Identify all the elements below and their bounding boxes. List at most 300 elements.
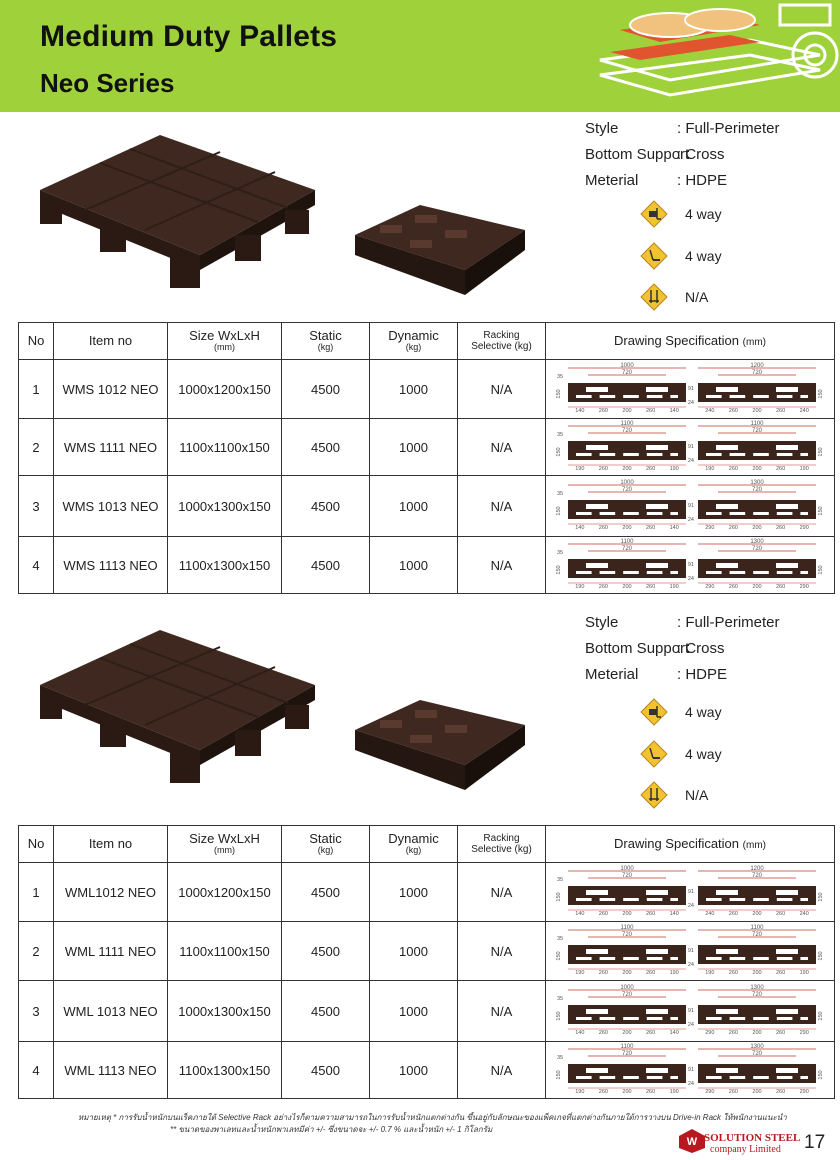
dim-width-label: 1100 bbox=[620, 925, 634, 931]
pallet-foot bbox=[808, 898, 816, 901]
svg-text:W: W bbox=[686, 1136, 698, 1148]
dim-t1-label: 35 bbox=[556, 936, 564, 942]
pallet-opening bbox=[716, 949, 738, 954]
dim-width-label: 1300 bbox=[750, 539, 764, 545]
cell-item: WMS 1111 NEO bbox=[54, 419, 168, 476]
dim-seg-label: 290 bbox=[799, 1089, 809, 1095]
col-header-racking-sub: Selective (kg) bbox=[471, 844, 532, 855]
dim-seg-label: 190 bbox=[669, 1089, 679, 1095]
pallet-opening bbox=[776, 1068, 798, 1073]
pallet-foot bbox=[698, 898, 706, 901]
pallet-foot bbox=[662, 512, 670, 515]
cell-static: 4500 bbox=[282, 476, 370, 537]
dim-seg-label: 260 bbox=[646, 1030, 656, 1036]
dim-inner-label: 720 bbox=[751, 992, 763, 998]
dim-inner-label: 720 bbox=[621, 873, 633, 879]
cell-no: 1 bbox=[19, 360, 54, 419]
dim-h-label: 150 bbox=[556, 447, 562, 457]
dim-seg-label: 140 bbox=[575, 1030, 585, 1036]
pallet-foot bbox=[745, 957, 753, 960]
dim-seg-label: 260 bbox=[728, 466, 738, 472]
cell-dynamic: 1000 bbox=[370, 476, 458, 537]
pallet-foot bbox=[639, 1017, 647, 1020]
dim-h-label: 150 bbox=[818, 1070, 824, 1080]
cell-no: 2 bbox=[19, 922, 54, 981]
cell-racking: N/A bbox=[458, 863, 546, 922]
pallet-base bbox=[698, 901, 816, 905]
pallet-base bbox=[698, 515, 816, 519]
drawing-spec bbox=[546, 924, 835, 978]
dim-seg-label: 290 bbox=[705, 525, 715, 531]
pallet-foot bbox=[745, 1017, 753, 1020]
spec-key: Style bbox=[585, 120, 619, 137]
dim-seg-label: 260 bbox=[598, 911, 608, 917]
dim-h-label: 150 bbox=[556, 506, 562, 516]
pallet-foot bbox=[722, 395, 730, 398]
pallet-opening bbox=[716, 445, 738, 450]
cell-no: 2 bbox=[19, 419, 54, 476]
dim-seg-label: 260 bbox=[728, 408, 738, 414]
pallet-foot bbox=[808, 1017, 816, 1020]
dim-seg-label: 240 bbox=[705, 911, 715, 917]
drawing-spec bbox=[546, 865, 835, 919]
dim-t1-label: 35 bbox=[556, 374, 564, 380]
dim-h-label: 150 bbox=[818, 1011, 824, 1021]
pallet-deck bbox=[568, 886, 686, 898]
pallet-opening bbox=[586, 1068, 608, 1073]
cell-size: 1000x1200x150 bbox=[168, 863, 282, 922]
col-header-racking-label: Racking bbox=[483, 833, 520, 844]
dim-seg-label: 260 bbox=[646, 525, 656, 531]
pallet-opening bbox=[586, 1009, 608, 1014]
cell-racking: N/A bbox=[458, 537, 546, 594]
dim-seg-label: 290 bbox=[705, 584, 715, 590]
dim-seg-label: 260 bbox=[646, 584, 656, 590]
dim-h-label: 150 bbox=[818, 892, 824, 902]
dim-inner-label: 720 bbox=[751, 428, 763, 434]
pallet-foot bbox=[568, 395, 576, 398]
dim-t3-label: 91 bbox=[687, 562, 694, 568]
dim-seg-label: 200 bbox=[622, 584, 632, 590]
pallet-foot bbox=[639, 957, 647, 960]
pallet-foot bbox=[639, 1076, 647, 1079]
cell-drawing bbox=[546, 476, 835, 537]
dim-seg-label: 140 bbox=[575, 911, 585, 917]
dim-seg-label: 260 bbox=[646, 970, 656, 976]
cell-static: 4500 bbox=[282, 360, 370, 419]
dim-width-label: 1300 bbox=[750, 480, 764, 486]
dim-seg-label: 260 bbox=[646, 911, 656, 917]
dim-inner-label: 720 bbox=[621, 428, 633, 434]
dim-seg-label: 240 bbox=[705, 408, 715, 414]
pallet-opening bbox=[586, 949, 608, 954]
dim-seg-label: 200 bbox=[752, 408, 762, 414]
dim-t3-label: 91 bbox=[687, 1008, 694, 1014]
pallet-foot bbox=[722, 512, 730, 515]
dim-seg-label: 190 bbox=[799, 466, 809, 472]
pallet-foot bbox=[639, 512, 647, 515]
pallet-foot bbox=[639, 453, 647, 456]
dim-h-label: 150 bbox=[818, 565, 824, 575]
cell-static: 4500 bbox=[282, 1042, 370, 1099]
dim-t2-label: 24 bbox=[687, 903, 694, 909]
pallet-foot bbox=[678, 395, 686, 398]
page-number: 17 bbox=[804, 1132, 826, 1153]
pallet-foot bbox=[792, 1076, 800, 1079]
cell-no: 4 bbox=[19, 537, 54, 594]
dim-seg-label: 190 bbox=[575, 466, 585, 472]
pallet-foot bbox=[662, 395, 670, 398]
pallet-foot bbox=[592, 453, 600, 456]
dim-t1-label: 35 bbox=[556, 1055, 564, 1061]
cell-dynamic: 1000 bbox=[370, 863, 458, 922]
dim-seg-label: 200 bbox=[752, 584, 762, 590]
dim-seg-label: 200 bbox=[622, 970, 632, 976]
pallet-foot bbox=[662, 453, 670, 456]
cell-size: 1000x1300x150 bbox=[168, 981, 282, 1042]
dim-width-label: 1000 bbox=[620, 866, 634, 872]
dim-seg-label: 140 bbox=[575, 525, 585, 531]
drawing-spec bbox=[546, 420, 835, 474]
pallet-foot bbox=[592, 1076, 600, 1079]
dim-seg-label: 190 bbox=[705, 466, 715, 472]
col-header-dynamic-label: Dynamic bbox=[388, 830, 439, 846]
pallet-foot bbox=[568, 957, 576, 960]
dim-seg-label: 200 bbox=[622, 408, 632, 414]
pallet-foot bbox=[792, 1017, 800, 1020]
col-header-static-label: Static bbox=[309, 327, 342, 343]
cell-item: WML 1113 NEO bbox=[54, 1042, 168, 1099]
dim-h-label: 150 bbox=[556, 892, 562, 902]
usage-label: 4 way bbox=[685, 248, 722, 264]
cell-racking: N/A bbox=[458, 922, 546, 981]
col-header-size-label: Size WxLxH bbox=[189, 327, 260, 343]
forklift-icon bbox=[640, 200, 668, 228]
dim-width-label: 1000 bbox=[620, 480, 634, 486]
dim-inner-label: 720 bbox=[621, 932, 633, 938]
dim-seg-label: 260 bbox=[598, 408, 608, 414]
dim-seg-label: 260 bbox=[728, 911, 738, 917]
cell-dynamic: 1000 bbox=[370, 537, 458, 594]
pallet-foot bbox=[792, 898, 800, 901]
col-header-size bbox=[168, 323, 282, 360]
logo-mark-icon bbox=[678, 1128, 706, 1154]
pallet-photo-small bbox=[350, 200, 530, 310]
dim-width-label: 1100 bbox=[750, 421, 764, 427]
pallet-foot bbox=[678, 453, 686, 456]
pallet-foot bbox=[615, 957, 623, 960]
col-header-racking bbox=[458, 826, 546, 863]
pallet-foot bbox=[592, 1017, 600, 1020]
dim-seg-label: 140 bbox=[669, 408, 679, 414]
pallet-deck bbox=[698, 500, 816, 512]
pallet-foot bbox=[698, 571, 706, 574]
cell-dynamic: 1000 bbox=[370, 981, 458, 1042]
pallet-foot bbox=[615, 453, 623, 456]
pallet-opening bbox=[776, 445, 798, 450]
dim-seg-label: 200 bbox=[752, 970, 762, 976]
dim-seg-label: 190 bbox=[575, 584, 585, 590]
pallet-foot bbox=[568, 453, 576, 456]
dim-seg-label: 260 bbox=[598, 970, 608, 976]
dim-h-label: 150 bbox=[556, 1070, 562, 1080]
dim-width-label: 1200 bbox=[750, 866, 764, 872]
col-header-static-unit: (kg) bbox=[317, 845, 334, 856]
usage-label: 4 way bbox=[685, 206, 722, 222]
pallet-base bbox=[568, 398, 686, 402]
col-header-static-label: Static bbox=[309, 830, 342, 846]
pallet-foot bbox=[615, 395, 623, 398]
pallet-foot bbox=[662, 1076, 670, 1079]
page-subtitle: Neo Series bbox=[40, 68, 175, 98]
dim-seg-label: 290 bbox=[705, 1089, 715, 1095]
dim-h-label: 150 bbox=[818, 447, 824, 457]
dim-t1-label: 35 bbox=[556, 432, 564, 438]
col-header-dynamic bbox=[370, 826, 458, 863]
pallet-base bbox=[698, 960, 816, 964]
pallet-illustration bbox=[580, 0, 840, 112]
dim-seg-label: 290 bbox=[799, 1030, 809, 1036]
pallet-base bbox=[568, 515, 686, 519]
pallet-opening bbox=[586, 890, 608, 895]
cell-dynamic: 1000 bbox=[370, 419, 458, 476]
dim-seg-label: 260 bbox=[646, 408, 656, 414]
spec-key: Bottom Support bbox=[585, 146, 690, 163]
pallet-foot bbox=[769, 453, 777, 456]
cell-dynamic: 1000 bbox=[370, 922, 458, 981]
drawing-spec bbox=[546, 362, 835, 416]
col-header-dynamic bbox=[370, 323, 458, 360]
dim-seg-label: 260 bbox=[776, 1089, 786, 1095]
dim-seg-label: 290 bbox=[799, 525, 809, 531]
dim-seg-label: 190 bbox=[669, 584, 679, 590]
dim-t1-label: 35 bbox=[556, 877, 564, 883]
pallet-opening bbox=[586, 445, 608, 450]
dim-seg-label: 190 bbox=[799, 970, 809, 976]
dim-t2-label: 24 bbox=[687, 517, 694, 523]
cell-item: WML 1013 NEO bbox=[54, 981, 168, 1042]
spec-value: : HDPE bbox=[677, 666, 728, 683]
cell-static: 4500 bbox=[282, 419, 370, 476]
pallet-base bbox=[568, 456, 686, 460]
dim-seg-label: 240 bbox=[799, 408, 809, 414]
pallet-foot bbox=[808, 512, 816, 515]
table-row bbox=[19, 1042, 835, 1099]
pallet-opening bbox=[716, 890, 738, 895]
dim-t1-label: 35 bbox=[556, 996, 564, 1002]
dim-seg-label: 200 bbox=[622, 1089, 632, 1095]
pallet-opening bbox=[646, 445, 668, 450]
pallet-opening bbox=[776, 949, 798, 954]
pallet-opening bbox=[586, 504, 608, 509]
pallet-deck bbox=[568, 559, 686, 571]
pallet-foot bbox=[745, 395, 753, 398]
pallet-opening bbox=[776, 504, 798, 509]
dim-t2-label: 24 bbox=[687, 962, 694, 968]
dim-seg-label: 260 bbox=[776, 1030, 786, 1036]
pallet-foot bbox=[769, 395, 777, 398]
pallet-foot bbox=[662, 957, 670, 960]
dim-seg-label: 190 bbox=[669, 466, 679, 472]
cell-size: 1100x1300x150 bbox=[168, 1042, 282, 1099]
logo-name: SOLUTION STEEL bbox=[704, 1132, 801, 1144]
dim-t3-label: 91 bbox=[687, 386, 694, 392]
dim-seg-label: 260 bbox=[776, 911, 786, 917]
pallet-foot bbox=[662, 571, 670, 574]
pallet-foot bbox=[592, 957, 600, 960]
dim-seg-label: 260 bbox=[598, 525, 608, 531]
pallet-foot bbox=[678, 512, 686, 515]
dim-t2-label: 24 bbox=[687, 1081, 694, 1087]
table-header-row bbox=[19, 826, 835, 863]
pallet-deck bbox=[698, 1005, 816, 1017]
pallet-foot bbox=[568, 898, 576, 901]
col-header-static bbox=[282, 323, 370, 360]
col-header-racking bbox=[458, 323, 546, 360]
pallet-deck bbox=[698, 886, 816, 898]
dim-seg-label: 190 bbox=[575, 1089, 585, 1095]
dim-seg-label: 200 bbox=[622, 466, 632, 472]
dim-width-label: 1200 bbox=[750, 363, 764, 369]
dim-seg-label: 260 bbox=[776, 584, 786, 590]
footnote-line-2: ** ขนาดของพาเลทและน้ำหนักพาเลทมีค่า +/- ซึ่งขนาดจะ +/- 0.7 % และน้ำหนัก +/- 1 กิโลกรัม bbox=[170, 1125, 493, 1134]
spec-table-ms bbox=[18, 322, 835, 594]
dim-t3-label: 91 bbox=[687, 444, 694, 450]
cell-static: 4500 bbox=[282, 863, 370, 922]
pallet-foot bbox=[745, 512, 753, 515]
pallet-foot bbox=[698, 957, 706, 960]
pallet-deck bbox=[568, 1064, 686, 1076]
col-header-drawing bbox=[546, 323, 835, 360]
pallet-foot bbox=[769, 957, 777, 960]
cell-drawing bbox=[546, 863, 835, 922]
spec-value: : Cross bbox=[677, 640, 725, 657]
table-row bbox=[19, 537, 835, 594]
dim-seg-label: 200 bbox=[622, 525, 632, 531]
pallet-base bbox=[698, 398, 816, 402]
cell-no: 3 bbox=[19, 476, 54, 537]
dim-seg-label: 260 bbox=[728, 584, 738, 590]
forklift-icon bbox=[640, 698, 668, 726]
dim-t1-label: 35 bbox=[556, 550, 564, 556]
pallet-foot bbox=[615, 1017, 623, 1020]
dim-t3-label: 91 bbox=[687, 503, 694, 509]
pallet-opening bbox=[716, 1009, 738, 1014]
dim-inner-label: 720 bbox=[621, 546, 633, 552]
pallet-foot bbox=[615, 898, 623, 901]
pallet-foot bbox=[698, 453, 706, 456]
pallet-foot bbox=[662, 1017, 670, 1020]
company-logo bbox=[678, 1128, 801, 1159]
pallet-foot bbox=[678, 571, 686, 574]
pallet-opening bbox=[646, 504, 668, 509]
cell-static: 4500 bbox=[282, 981, 370, 1042]
dim-t2-label: 24 bbox=[687, 400, 694, 406]
pallet-foot bbox=[722, 1076, 730, 1079]
pallet-foot bbox=[592, 571, 600, 574]
dim-seg-label: 260 bbox=[598, 1030, 608, 1036]
pallet-opening bbox=[776, 1009, 798, 1014]
usage-label: N/A bbox=[685, 787, 709, 803]
pallet-foot bbox=[639, 395, 647, 398]
spec-value: : HDPE bbox=[677, 172, 728, 189]
pallet-foot bbox=[568, 1017, 576, 1020]
drawing-spec bbox=[546, 479, 835, 533]
dim-inner-label: 720 bbox=[751, 546, 763, 552]
pallet-foot bbox=[745, 1076, 753, 1079]
cell-drawing bbox=[546, 1042, 835, 1099]
dim-seg-label: 200 bbox=[752, 466, 762, 472]
dim-width-label: 1100 bbox=[620, 1044, 634, 1050]
table-row bbox=[19, 419, 835, 476]
dim-width-label: 1100 bbox=[620, 421, 634, 427]
spec-key: Bottom Support bbox=[585, 640, 690, 657]
pallet-opening bbox=[716, 504, 738, 509]
dim-seg-label: 140 bbox=[575, 408, 585, 414]
pallet-opening bbox=[646, 387, 668, 392]
dim-t2-label: 24 bbox=[687, 576, 694, 582]
dim-seg-label: 260 bbox=[598, 1089, 608, 1095]
cell-item: WMS 1113 NEO bbox=[54, 537, 168, 594]
dim-seg-label: 290 bbox=[799, 584, 809, 590]
cell-size: 1100x1100x150 bbox=[168, 419, 282, 476]
cell-static: 4500 bbox=[282, 922, 370, 981]
pallet-foot bbox=[808, 1076, 816, 1079]
spec-key: Meterial bbox=[585, 172, 639, 189]
pallet-foot bbox=[769, 1076, 777, 1079]
spec-value: : Full-Perimeter bbox=[677, 614, 780, 631]
pallet-base bbox=[568, 1020, 686, 1024]
cell-no: 3 bbox=[19, 981, 54, 1042]
dim-width-label: 1000 bbox=[620, 985, 634, 991]
pallet-photo-large bbox=[30, 130, 320, 295]
table-row bbox=[19, 922, 835, 981]
pallet-deck bbox=[568, 383, 686, 395]
dim-seg-label: 290 bbox=[705, 1030, 715, 1036]
dim-h-label: 150 bbox=[556, 565, 562, 575]
dim-seg-label: 140 bbox=[669, 1030, 679, 1036]
cell-racking: N/A bbox=[458, 981, 546, 1042]
cell-size: 1100x1300x150 bbox=[168, 537, 282, 594]
col-header-size-label: Size WxLxH bbox=[189, 830, 260, 846]
dim-t2-label: 24 bbox=[687, 1022, 694, 1028]
pallet-base bbox=[698, 1079, 816, 1083]
cell-no: 4 bbox=[19, 1042, 54, 1099]
pallet-foot bbox=[678, 898, 686, 901]
dim-t3-label: 91 bbox=[687, 889, 694, 895]
dim-t1-label: 35 bbox=[556, 491, 564, 497]
cell-racking: N/A bbox=[458, 419, 546, 476]
dim-t2-label: 24 bbox=[687, 458, 694, 464]
dim-seg-label: 260 bbox=[598, 466, 608, 472]
col-header-dynamic-unit: (kg) bbox=[405, 342, 422, 353]
dim-inner-label: 720 bbox=[621, 487, 633, 493]
dim-seg-label: 140 bbox=[669, 911, 679, 917]
pallet-foot bbox=[615, 512, 623, 515]
cell-static: 4500 bbox=[282, 537, 370, 594]
dim-seg-label: 200 bbox=[752, 911, 762, 917]
pallet-base bbox=[568, 1079, 686, 1083]
pallet-foot bbox=[792, 453, 800, 456]
pallet-deck bbox=[698, 383, 816, 395]
cell-racking: N/A bbox=[458, 360, 546, 419]
col-header-size bbox=[168, 826, 282, 863]
pallet-opening bbox=[646, 1068, 668, 1073]
pallet-foot bbox=[769, 898, 777, 901]
table-header-row bbox=[19, 323, 835, 360]
pallet-opening bbox=[716, 563, 738, 568]
cell-item: WMS 1013 NEO bbox=[54, 476, 168, 537]
